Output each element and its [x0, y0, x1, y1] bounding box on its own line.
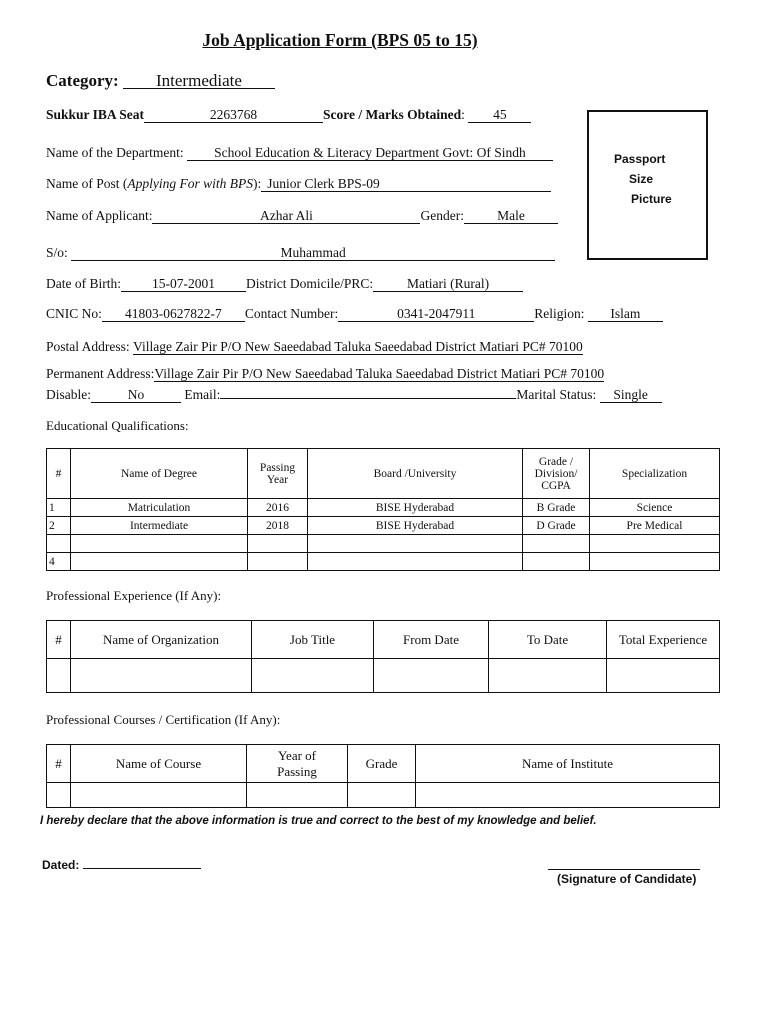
- disable-row: [46, 387, 662, 403]
- exp-job-title-cell[interactable]: [252, 659, 374, 693]
- course-year-cell[interactable]: [247, 783, 348, 808]
- table-row: 2 Intermediate 2018 BISE Hyderabad D Grade Pre Medical: [47, 517, 720, 535]
- dated-field[interactable]: [83, 854, 201, 869]
- gender-label: Gender:: [420, 208, 464, 223]
- email-label: Email:: [184, 387, 221, 402]
- score-field[interactable]: 45: [468, 107, 531, 123]
- experience-heading: Professional Experience (If Any):: [46, 588, 222, 603]
- dated-row: [42, 854, 201, 872]
- experience-header-row: [47, 621, 720, 659]
- marital-field[interactable]: Single: [600, 387, 662, 403]
- post-label: Name of Post (Applying For with BPS):: [46, 176, 262, 191]
- cnic-row: [46, 306, 663, 322]
- applicant-label: Name of Applicant:: [46, 208, 153, 223]
- cnic-label: CNIC No:: [46, 306, 102, 321]
- edu-header-year: Passing Year: [248, 449, 308, 499]
- dated-label: Dated:: [42, 858, 80, 872]
- edu-header-num: #: [47, 449, 71, 499]
- courses-table: [46, 744, 720, 808]
- exp-header-from-date: From Date: [374, 621, 489, 659]
- signature-line[interactable]: [548, 855, 700, 870]
- courses-heading: Professional Courses / Certification (If Any):: [46, 712, 281, 727]
- exp-header-job-title: Job Title: [252, 621, 374, 659]
- edu-header-degree: Name of Degree: [71, 449, 248, 499]
- exp-organization-cell[interactable]: [71, 659, 252, 693]
- applicant-field[interactable]: Azhar Ali: [152, 208, 420, 224]
- photo-label-line2: Size: [629, 172, 654, 186]
- so-row: [46, 245, 555, 261]
- contact-label: Contact Number:: [244, 306, 339, 321]
- declaration-text: I hereby declare that the above information is true and correct to the best of my knowledge and belief.: [40, 815, 597, 827]
- seat-label: Sukkur IBA Seat: [46, 107, 145, 122]
- passport-photo-box[interactable]: [587, 110, 708, 260]
- education-table: [46, 448, 720, 571]
- dob-row: [46, 276, 523, 292]
- edu-header-grade: Grade / Division/ CGPA: [523, 449, 590, 499]
- signature-label: (Signature of Candidate): [557, 872, 697, 886]
- course-header-grade: Grade: [348, 745, 416, 783]
- religion-field[interactable]: Islam: [588, 306, 663, 322]
- score-label: Score / Marks Obtained: [323, 107, 462, 122]
- gender-field[interactable]: Male: [464, 208, 558, 224]
- course-grade-cell[interactable]: [348, 783, 416, 808]
- course-header-year: Year of Passing: [247, 745, 348, 783]
- photo-label-line3: Picture: [631, 192, 672, 206]
- edu-header-specialization: Specialization: [590, 449, 720, 499]
- permanent-field[interactable]: Village Zair Pir P/O New Saeedabad Taluka Saeedabad District Matiari PC# 70100: [154, 366, 605, 381]
- table-row: 4: [47, 553, 720, 571]
- table-row: 1 Matriculation 2016 BISE Hyderabad B Grade Science: [47, 499, 720, 517]
- contact-field[interactable]: 0341-2047911: [338, 306, 534, 322]
- table-row: [47, 783, 720, 808]
- department-row: [46, 145, 553, 161]
- marital-label: Marital Status:: [516, 387, 597, 402]
- course-header-num: #: [47, 745, 71, 783]
- exp-from-date-cell[interactable]: [374, 659, 489, 693]
- dob-label: Date of Birth:: [46, 276, 121, 291]
- exp-header-num: #: [47, 621, 71, 659]
- email-field[interactable]: [220, 398, 516, 399]
- edu-header-board: Board /University: [308, 449, 523, 499]
- category-row: [46, 71, 275, 91]
- applicant-row: [46, 208, 558, 224]
- experience-table: [46, 620, 720, 693]
- education-header-row: [47, 449, 720, 499]
- exp-to-date-cell[interactable]: [489, 659, 607, 693]
- seat-row: Sukkur IBA Seat 2263768 Score / Marks Obtained: 45: [46, 107, 531, 123]
- table-row: [47, 535, 720, 553]
- seat-field[interactable]: 2263768: [144, 107, 323, 123]
- category-label: Category:: [46, 71, 119, 90]
- education-heading: Educational Qualifications:: [46, 418, 189, 433]
- department-field[interactable]: School Education & Literacy Department Govt: Of Sindh: [187, 145, 553, 161]
- courses-header-row: [47, 745, 720, 783]
- domicile-field[interactable]: Matiari (Rural): [373, 276, 523, 292]
- disable-field[interactable]: No: [91, 387, 181, 403]
- exp-total-cell[interactable]: [607, 659, 720, 693]
- exp-header-to-date: To Date: [489, 621, 607, 659]
- disable-label: Disable:: [46, 387, 91, 402]
- post-field[interactable]: Junior Clerk BPS-09: [261, 176, 551, 192]
- cnic-field[interactable]: 41803-0627822-7: [102, 306, 245, 322]
- form-title: Job Application Form (BPS 05 to 15): [202, 30, 478, 50]
- photo-label-line1: Passport: [614, 152, 666, 166]
- permanent-label: Permanent Address:: [46, 366, 155, 381]
- course-institute-cell[interactable]: [416, 783, 720, 808]
- so-field[interactable]: Muhammad: [71, 245, 555, 261]
- exp-header-organization: Name of Organization: [71, 621, 252, 659]
- course-name-cell[interactable]: [71, 783, 247, 808]
- course-header-institute: Name of Institute: [416, 745, 720, 783]
- department-label: Name of the Department:: [46, 145, 184, 160]
- exp-header-total: Total Experience: [607, 621, 720, 659]
- permanent-row: [46, 366, 604, 382]
- category-field[interactable]: Intermediate: [123, 73, 275, 89]
- table-row: [47, 659, 720, 693]
- religion-label: Religion:: [534, 306, 585, 321]
- course-header-name: Name of Course: [71, 745, 247, 783]
- postal-field[interactable]: Village Zair Pir P/O New Saeedabad Taluka Saeedabad District Matiari PC# 70100: [133, 339, 583, 354]
- domicile-label: District Domicile/PRC:: [245, 276, 374, 291]
- so-label: S/o:: [46, 245, 68, 260]
- postal-label: Postal Address:: [46, 339, 130, 354]
- post-row: [46, 176, 551, 192]
- postal-row: [46, 339, 583, 355]
- dob-field[interactable]: 15-07-2001: [121, 276, 246, 292]
